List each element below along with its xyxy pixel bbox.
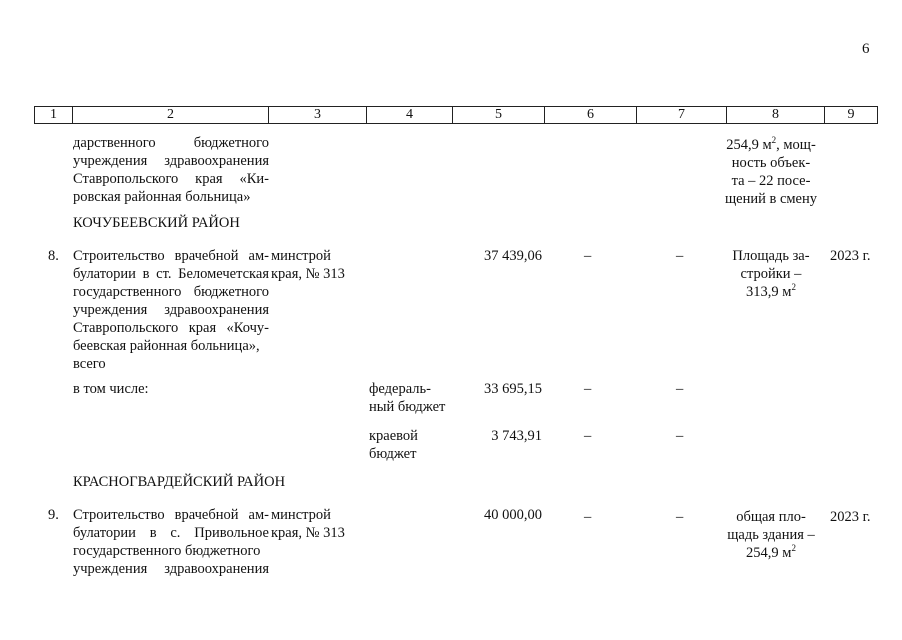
text-line: щадь здания – xyxy=(727,527,815,543)
row9-year: 2023 г. xyxy=(830,509,871,525)
text-line: та – 22 посе- xyxy=(731,173,811,189)
row8-regional-amount: 3 743,91 xyxy=(491,428,542,444)
text-line: общая пло- xyxy=(736,509,806,525)
text-line: ность объек- xyxy=(731,155,811,171)
text-line: Площадь за- xyxy=(732,248,810,264)
text-line: государственного бюджетного xyxy=(73,543,261,559)
text-line xyxy=(718,544,824,562)
row9-amount: 40 000,00 xyxy=(484,507,542,523)
section-heading-krasnogvardeysky: КРАСНОГВАРДЕЙСКИЙ РАЙОН xyxy=(73,474,286,490)
header-col-5: 5 xyxy=(453,107,545,123)
header-col-9: 9 xyxy=(847,107,855,122)
row8-federal-amount: 33 695,15 xyxy=(484,381,542,397)
text-line: ный бюджет xyxy=(369,399,446,415)
text-line: учреждения здравоохранения xyxy=(73,561,269,577)
row8-col7: – xyxy=(676,248,684,264)
superscript: 2 xyxy=(791,282,796,293)
text-line: государственного бюджетного xyxy=(73,284,269,300)
text-line: Ставропольского края «Кочу- xyxy=(73,320,269,336)
table-header-row xyxy=(34,106,878,124)
text-line: ровская районная больница» xyxy=(73,189,251,205)
row8-col6: – xyxy=(584,248,592,264)
text-line: беевская районная больница», xyxy=(73,338,260,354)
row8-year: 2023 г. xyxy=(830,248,871,264)
text-line: края, № 313 xyxy=(271,525,345,541)
text-line: минстрой xyxy=(271,507,331,523)
row-number: 9. xyxy=(48,507,59,523)
row8-federal-col7: – xyxy=(676,381,684,397)
row9-name xyxy=(73,506,269,578)
header-col-2: 2 xyxy=(73,107,269,123)
row8-characteristics xyxy=(718,247,824,301)
row-number: 8. xyxy=(48,248,59,264)
text-line: щений в смену xyxy=(724,191,818,207)
header-col-7: 7 xyxy=(637,107,727,123)
row8-name xyxy=(73,247,269,373)
text-part: 254,9 м xyxy=(746,545,792,561)
row8-amount: 37 439,06 xyxy=(484,248,542,264)
text-line xyxy=(718,136,824,154)
row8-including-label: в том числе: xyxy=(73,381,149,397)
row8-regional-col7: – xyxy=(676,428,684,444)
superscript: 2 xyxy=(791,543,796,554)
row9-col7: – xyxy=(676,509,684,525)
text-line: минстрой xyxy=(271,248,331,264)
header-col-3: 3 xyxy=(269,107,367,123)
text-part: , мощ- xyxy=(776,137,816,153)
text-line: краевой xyxy=(369,428,418,444)
text-line: края, № 313 xyxy=(271,266,345,282)
text-line: Строительство врачебной ам- xyxy=(73,248,269,264)
row9-col6: – xyxy=(584,509,592,525)
text-part: 313,9 м xyxy=(746,284,792,300)
text-line: федераль- xyxy=(369,381,431,397)
text-line: Ставропольского края «Ки- xyxy=(73,171,269,187)
row9-characteristics xyxy=(718,508,824,562)
header-col-6: 6 xyxy=(545,107,637,123)
text-line: булатории в с. Привольное xyxy=(73,525,269,541)
header-col-4: 4 xyxy=(367,107,453,123)
section-heading-kochubeevsky: КОЧУБЕЕВСКИЙ РАЙОН xyxy=(73,215,240,231)
continuation-name xyxy=(73,134,269,206)
header-col-1: 1 xyxy=(35,107,73,123)
header-col-8: 8 xyxy=(727,107,825,123)
text-line: дарственного бюджетного xyxy=(73,135,269,151)
text-line: стройки – xyxy=(740,266,802,282)
text-line xyxy=(718,283,824,301)
page-number: 6 xyxy=(862,41,870,57)
text-line: булатории в ст. Беломечетская xyxy=(73,266,269,282)
row8-customer xyxy=(271,247,367,283)
text-line: всего xyxy=(73,356,106,372)
text-part: 254,9 м xyxy=(726,137,772,153)
row8-federal-source xyxy=(369,380,455,416)
row8-regional-source xyxy=(369,427,455,463)
text-line: бюджет xyxy=(369,446,417,462)
text-line: учреждения здравоохранения xyxy=(73,302,269,318)
superscript: 2 xyxy=(771,135,777,146)
text-line: Строительство врачебной ам- xyxy=(73,507,269,523)
row8-federal-col6: – xyxy=(584,381,592,397)
text-line: учреждения здравоохранения xyxy=(73,153,269,169)
continuation-characteristics xyxy=(718,136,824,208)
row8-regional-col6: – xyxy=(584,428,592,444)
row9-customer xyxy=(271,506,367,542)
